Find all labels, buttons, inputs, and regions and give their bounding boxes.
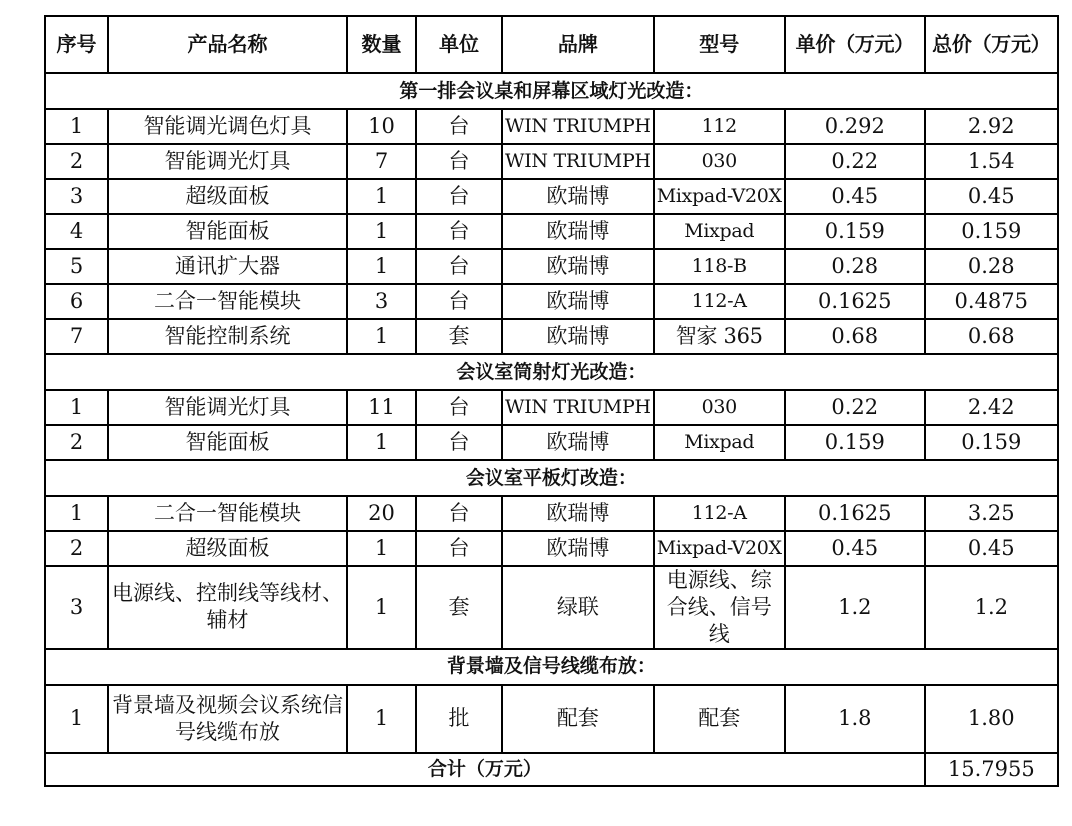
cell-model: 电源线、综合线、信号线 (654, 566, 785, 649)
cell-brand: 欧瑞博 (502, 249, 654, 284)
cell-brand: WIN TRIUMPH (502, 109, 654, 144)
cell-brand: 欧瑞博 (502, 214, 654, 249)
table-row (45, 284, 1058, 319)
cell-unit: 台 (416, 249, 502, 284)
cell-unit: 台 (416, 531, 502, 566)
cell-no: 1 (45, 109, 108, 144)
cell-product-name: 智能面板 (108, 425, 347, 460)
cell-quantity: 1 (347, 179, 416, 214)
cell-product-name: 智能控制系统 (108, 319, 347, 354)
cell-model: 112 (654, 109, 785, 144)
cell-product-name: 二合一智能模块 (108, 496, 347, 531)
cell-unit-price: 0.68 (785, 319, 925, 354)
cell-unit: 台 (416, 179, 502, 214)
cell-no: 1 (45, 390, 108, 425)
cell-model: 118-B (654, 249, 785, 284)
cell-model: 112-A (654, 284, 785, 319)
cell-unit-price: 0.1625 (785, 284, 925, 319)
section-title: 背景墙及信号线缆布放： (45, 649, 1058, 685)
cell-quantity: 1 (347, 685, 416, 753)
cell-product-name: 背景墙及视频会议系统信号线缆布放 (108, 685, 347, 753)
cell-quantity: 3 (347, 284, 416, 319)
section-title: 会议室平板灯改造： (45, 460, 1058, 496)
cell-quantity: 1 (347, 249, 416, 284)
cell-no: 3 (45, 566, 108, 649)
cell-model: Mixpad (654, 425, 785, 460)
table-row (45, 425, 1058, 460)
cell-product-name: 智能调光调色灯具 (108, 109, 347, 144)
cell-unit-price: 0.159 (785, 425, 925, 460)
cell-total-price: 0.28 (925, 249, 1058, 284)
cell-unit-price: 0.22 (785, 144, 925, 179)
cell-unit-price: 0.45 (785, 531, 925, 566)
cell-model: 030 (654, 144, 785, 179)
cell-model: 配套 (654, 685, 785, 753)
cell-brand: 欧瑞博 (502, 425, 654, 460)
cell-product-name: 电源线、控制线等线材、辅材 (108, 566, 347, 649)
cell-unit: 台 (416, 390, 502, 425)
table-row (45, 496, 1058, 531)
cell-product-name: 二合一智能模块 (108, 284, 347, 319)
cell-no: 1 (45, 496, 108, 531)
cell-total-price: 0.159 (925, 425, 1058, 460)
cell-no: 6 (45, 284, 108, 319)
cell-product-name: 通讯扩大器 (108, 249, 347, 284)
cell-brand: 欧瑞博 (502, 179, 654, 214)
cell-unit: 台 (416, 214, 502, 249)
cell-total-price: 3.25 (925, 496, 1058, 531)
grand-total-row (45, 753, 1058, 786)
cell-total-price: 0.45 (925, 179, 1058, 214)
header-cell: 单位 (416, 16, 502, 73)
cell-brand: WIN TRIUMPH (502, 144, 654, 179)
cell-model: 智家 365 (654, 319, 785, 354)
cell-model: Mixpad-V20X (654, 531, 785, 566)
header-cell: 总价（万元） (925, 16, 1058, 73)
cell-no: 2 (45, 144, 108, 179)
cell-unit-price: 0.159 (785, 214, 925, 249)
table-row (45, 109, 1058, 144)
cell-brand: 欧瑞博 (502, 531, 654, 566)
table-row (45, 179, 1058, 214)
cell-total-price: 1.54 (925, 144, 1058, 179)
cell-unit: 台 (416, 425, 502, 460)
cell-quantity: 10 (347, 109, 416, 144)
cell-quantity: 7 (347, 144, 416, 179)
cell-unit-price: 0.28 (785, 249, 925, 284)
header-cell: 产品名称 (108, 16, 347, 73)
table-row (45, 249, 1058, 284)
grand-total-label: 合计（万元） (45, 753, 925, 786)
cell-quantity: 11 (347, 390, 416, 425)
section-header-row (45, 354, 1058, 390)
cell-brand: 欧瑞博 (502, 284, 654, 319)
cell-quantity: 20 (347, 496, 416, 531)
cell-total-price: 0.159 (925, 214, 1058, 249)
header-cell: 单价（万元） (785, 16, 925, 73)
cell-product-name: 智能调光灯具 (108, 144, 347, 179)
cell-unit-price: 1.2 (785, 566, 925, 649)
cell-model: Mixpad-V20X (654, 179, 785, 214)
cell-unit-price: 0.45 (785, 179, 925, 214)
cell-product-name: 超级面板 (108, 179, 347, 214)
cell-unit: 台 (416, 496, 502, 531)
cell-unit: 套 (416, 566, 502, 649)
cell-total-price: 1.2 (925, 566, 1058, 649)
cell-no: 2 (45, 425, 108, 460)
section-title: 第一排会议桌和屏幕区域灯光改造： (45, 73, 1058, 109)
grand-total-value: 15.7955 (925, 753, 1058, 786)
section-header-row (45, 649, 1058, 685)
cell-unit-price: 0.1625 (785, 496, 925, 531)
cell-brand: 欧瑞博 (502, 319, 654, 354)
table-row (45, 390, 1058, 425)
cell-unit-price: 0.22 (785, 390, 925, 425)
cell-product-name: 智能调光灯具 (108, 390, 347, 425)
table-row (45, 319, 1058, 354)
table-row (45, 214, 1058, 249)
section-header-row (45, 73, 1058, 109)
cell-brand: 绿联 (502, 566, 654, 649)
header-row (45, 16, 1058, 73)
cell-quantity: 1 (347, 319, 416, 354)
section-title: 会议室筒射灯光改造： (45, 354, 1058, 390)
cell-unit: 台 (416, 109, 502, 144)
cell-total-price: 1.80 (925, 685, 1058, 753)
cell-total-price: 0.45 (925, 531, 1058, 566)
table-row (45, 531, 1058, 566)
header-cell: 数量 (347, 16, 416, 73)
cell-unit: 批 (416, 685, 502, 753)
cell-quantity: 1 (347, 566, 416, 649)
cell-unit-price: 1.8 (785, 685, 925, 753)
cell-no: 5 (45, 249, 108, 284)
cell-no: 1 (45, 685, 108, 753)
cell-no: 4 (45, 214, 108, 249)
cell-quantity: 1 (347, 214, 416, 249)
cell-brand: 配套 (502, 685, 654, 753)
quotation-table (44, 15, 1059, 787)
table-row (45, 566, 1058, 649)
cell-product-name: 超级面板 (108, 531, 347, 566)
cell-model: 112-A (654, 496, 785, 531)
cell-total-price: 2.42 (925, 390, 1058, 425)
cell-unit-price: 0.292 (785, 109, 925, 144)
table-row (45, 685, 1058, 753)
cell-no: 2 (45, 531, 108, 566)
header-cell: 品牌 (502, 16, 654, 73)
cell-total-price: 2.92 (925, 109, 1058, 144)
cell-total-price: 0.4875 (925, 284, 1058, 319)
header-cell: 序号 (45, 16, 108, 73)
cell-total-price: 0.68 (925, 319, 1058, 354)
section-header-row (45, 460, 1058, 496)
table-row (45, 144, 1058, 179)
cell-unit: 套 (416, 319, 502, 354)
cell-no: 3 (45, 179, 108, 214)
header-cell: 型号 (654, 16, 785, 73)
cell-model: Mixpad (654, 214, 785, 249)
cell-quantity: 1 (347, 425, 416, 460)
cell-brand: WIN TRIUMPH (502, 390, 654, 425)
cell-unit: 台 (416, 284, 502, 319)
cell-brand: 欧瑞博 (502, 496, 654, 531)
cell-quantity: 1 (347, 531, 416, 566)
cell-model: 030 (654, 390, 785, 425)
cell-product-name: 智能面板 (108, 214, 347, 249)
cell-no: 7 (45, 319, 108, 354)
cell-unit: 台 (416, 144, 502, 179)
